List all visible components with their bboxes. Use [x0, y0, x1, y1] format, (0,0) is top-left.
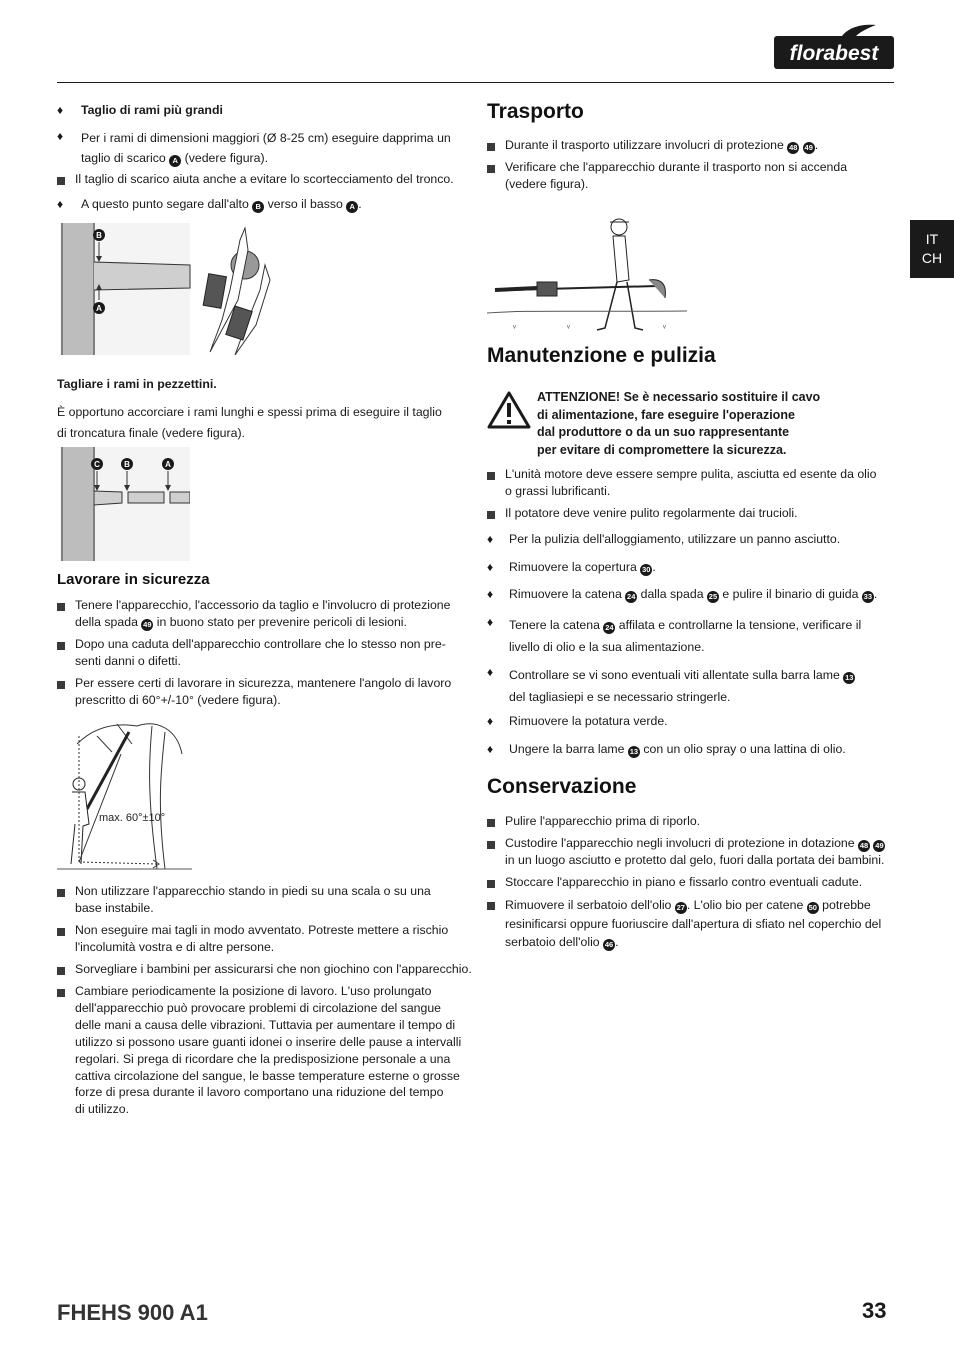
- ref-badge: 25: [708, 592, 718, 601]
- square-bullet-icon: [487, 143, 495, 151]
- list-item: Cambiare periodicamente la posizione di lavoro. L'uso prolungato dell'apparecchio può provocare problemi di circolazione del sangue delle mani a causa delle vibrazioni. Tuttavia per aumentare il tempo di utilizzo si possono usare guanti idonei o inserire delle pause a intervalli regolari. Si prega di ricordare che la predisposizione personale a una cattiva circolazione del sangue, le basse temperature esterne o grosse forze di presa durante il lavoro comportano una riduzione del tempo di utilizzo.: [57, 985, 65, 1002]
- svg-text:ᵥ: ᵥ: [663, 320, 666, 330]
- ref-badge: B: [252, 201, 264, 213]
- ref-badge: 49: [875, 841, 884, 850]
- list-item: ♦ Per i rami di dimensioni maggiori (Ø 8-25 cm) eseguire dapprima un taglio di scarico A (vedere figura).: [57, 129, 451, 165]
- ref-badge: 46: [604, 940, 614, 949]
- warning-icon: [487, 391, 531, 429]
- list-item: Il taglio di scarico aiuta anche a evitare lo scortecciamento del tronco.: [57, 173, 65, 190]
- list-item: Sorvegliare i bambini per assicurarsi che non giochino con l'apparecchio.: [57, 963, 65, 980]
- square-bullet-icon: [487, 472, 495, 480]
- square-bullet-icon: [57, 642, 65, 650]
- ref-badge: 13: [629, 747, 639, 756]
- svg-text:ᵥ: ᵥ: [513, 320, 516, 330]
- square-bullet-icon: [57, 603, 65, 611]
- page-number: 33: [862, 1298, 887, 1323]
- ref-badge: 13: [845, 673, 854, 682]
- diamond-bullet-icon: ♦: [487, 532, 494, 546]
- svg-text:A: A: [96, 304, 102, 313]
- ref-badge: 24: [605, 623, 614, 632]
- list-item: Per essere certi di lavorare in sicurezza, mantenere l'angolo di lavoro prescritto di 60°+/-10° (vedere figura).: [57, 677, 65, 694]
- ref-badge: 49: [143, 619, 152, 629]
- section-title-storage: Conservazione: [487, 775, 637, 798]
- svg-text:C: C: [94, 460, 100, 469]
- svg-text:A: A: [165, 460, 171, 469]
- header-rule: [57, 82, 894, 83]
- ref-badge: 27: [676, 903, 685, 912]
- model-number: FHEHS 900 A1: [57, 1300, 208, 1325]
- list-item: Tenere l'apparecchio, l'accessorio da taglio e l'involucro di protezione della spada 49 in buono stato per prevenire pericoli di lesioni.: [57, 599, 65, 616]
- list-item: ♦ Tenere la catena 24 affilata e controllarne la tensione, verificare il livello di olio e la sua alimentazione.: [487, 615, 862, 654]
- warning-text: ATTENZIONE! Se è necessario sostituire il cavo di alimentazione, fare eseguire l'operazione dal produttore o da un suo rappresentante per evitare di compromettere la sicurezza.: [537, 390, 821, 457]
- angle-label: max. 60°±10°: [99, 812, 166, 824]
- svg-text:ᵥ: ᵥ: [567, 320, 570, 330]
- diamond-bullet-icon: ♦: [487, 714, 494, 728]
- diamond-bullet-icon: ♦: [487, 615, 494, 629]
- diamond-bullet-icon: ♦: [487, 560, 494, 574]
- list-item: Verificare che l'apparecchio durante il trasporto non si accenda (vedere figura).: [487, 161, 495, 178]
- lang-ch: CH: [921, 250, 943, 266]
- section-title-transport: Trasporto: [487, 100, 584, 123]
- figure-cut-pieces: [60, 447, 190, 561]
- language-tab: [910, 220, 954, 278]
- brand-text: florabest: [789, 42, 879, 65]
- list-item: Il potatore deve venire pulito regolarmente dai trucioli.: [487, 507, 495, 524]
- branch-title: Taglio di rami più grandi: [81, 103, 223, 117]
- square-bullet-icon: [487, 841, 495, 849]
- list-item: Dopo una caduta dell'apparecchio controllare che lo stesso non pre- senti danni o difetti.: [57, 638, 65, 655]
- list-item: ♦ A questo punto segare dall'alto B verso il basso A .: [57, 197, 362, 211]
- diamond-bullet-icon: ♦: [487, 742, 494, 756]
- cut-paragraph: È opportuno accorciare i rami lunghi e spessi prima di eseguire il taglio di troncatura finale (vedere figura).: [57, 405, 442, 440]
- ref-badge: A: [346, 201, 358, 213]
- section-title-maintenance: Manutenzione e pulizia: [487, 344, 716, 367]
- diamond-bullet-icon: ♦: [57, 129, 64, 143]
- list-item: ♦ Per la pulizia dell'alloggiamento, utilizzare un panno asciutto.: [487, 532, 841, 546]
- list-item: Stoccare l'apparecchio in piano e fissarlo contro eventuali cadute.: [487, 876, 495, 893]
- list-item: ♦ Rimuovere la potatura verde.: [487, 714, 668, 728]
- square-bullet-icon: [57, 177, 65, 185]
- list-item: Custodire l'apparecchio negli involucri di protezione in dotazione 48 49 in un luogo asciutto e protetto dal gelo, fuori dalla portata dei bambini.: [487, 837, 495, 854]
- ref-badge: 48: [859, 841, 869, 850]
- list-item: [57, 102, 223, 119]
- square-bullet-icon: [57, 989, 65, 997]
- list-item: L'unità motore deve essere sempre pulita, asciutta ed esente da olio o grassi lubrificanti.: [487, 468, 495, 485]
- ref-badge: 24: [627, 592, 636, 601]
- square-bullet-icon: [487, 165, 495, 173]
- list-item: Non eseguire mai tagli in modo avventato. Potreste mettere a rischio l'incolumità vostra e di altre persone.: [57, 924, 65, 941]
- list-item: Rimuovere il serbatoio dell'olio 27 . L'olio bio per catene 50 potrebbe resinificarsi oppure fuoriuscire dall'apertura di sfiato nel coperchio del serbatoio dell'olio 46 .: [487, 898, 495, 915]
- cut-title: Tagliare i rami in pezzettini.: [57, 377, 217, 391]
- list-item: Non utilizzare l'apparecchio stando in piedi su una scala o su una base instabile.: [57, 885, 65, 902]
- figure-relief-cut: [60, 220, 280, 355]
- diamond-bullet-icon: ♦: [57, 197, 64, 211]
- square-bullet-icon: [57, 889, 65, 897]
- square-bullet-icon: [487, 511, 495, 519]
- lang-it: IT: [925, 231, 939, 247]
- ref-badge: 50: [808, 903, 817, 912]
- list-item: ♦ Controllare se vi sono eventuali viti allentate sulla barra lame 13 del tagliasiepi e se necessario stringerle.: [487, 665, 854, 704]
- ref-badge: A: [169, 155, 181, 167]
- ref-badge: 30: [642, 565, 651, 574]
- figure-working-angle: [57, 714, 192, 874]
- list-item: ♦ Rimuovere la copertura 30 .: [487, 560, 656, 574]
- ref-badge: 48: [789, 143, 798, 152]
- florabest-logo: [772, 22, 896, 70]
- ref-badge: 33: [863, 592, 873, 601]
- square-bullet-icon: [487, 880, 495, 888]
- section-title-safety: Lavorare in sicurezza: [57, 571, 210, 588]
- square-bullet-icon: [57, 681, 65, 689]
- ref-badge: 49: [804, 143, 813, 152]
- diamond-bullet-icon: ♦: [487, 587, 494, 601]
- square-bullet-icon: [57, 967, 65, 975]
- square-bullet-icon: [487, 819, 495, 827]
- list-item: Pulire l'apparecchio prima di riporlo.: [487, 815, 495, 832]
- list-item: ♦ Ungere la barra lame 13 con un olio spray o una lattina di olio.: [487, 742, 846, 756]
- diamond-bullet-icon: ♦: [487, 665, 494, 679]
- list-item: Durante il trasporto utilizzare involucri di protezione 48 49 .: [487, 139, 495, 156]
- svg-text:B: B: [124, 460, 130, 469]
- diamond-bullet-icon: ♦: [57, 103, 64, 117]
- square-bullet-icon: [57, 928, 65, 936]
- figure-transport: [487, 210, 687, 338]
- square-bullet-icon: [487, 902, 495, 910]
- svg-text:B: B: [96, 231, 102, 240]
- list-item: ♦ Rimuovere la catena 24 dalla spada 25 e pulire il binario di guida 33 .: [487, 587, 878, 601]
